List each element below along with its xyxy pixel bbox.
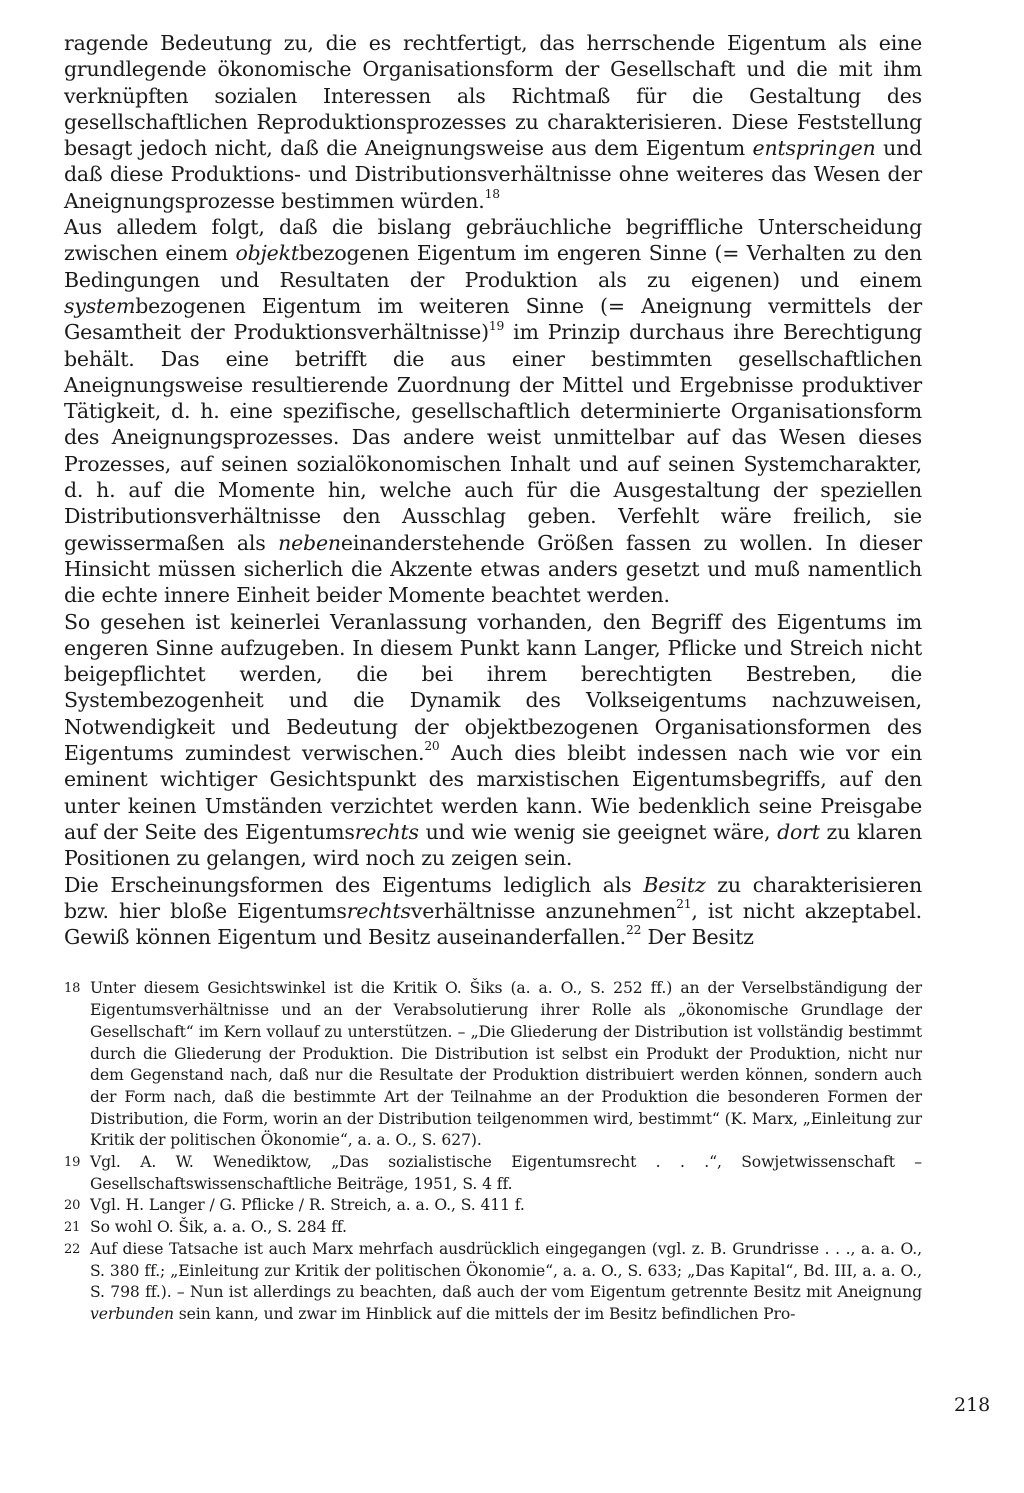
- footnote-number: 20: [64, 1198, 81, 1214]
- paragraph: Die Erscheinungsformen des Eigentums lediglich als Besitz zu charakterisieren bzw. hier bloße Eigentumsrechtsverhältnisse anzunehmen$^{21}$, ist nicht akzeptabel. Gewiß können Eigentum und Besitz auseinanderfallen.$^{22}$ Der Besitz: [64, 872, 922, 950]
- paragraph: So gesehen ist keinerlei Veranlassung vorhanden, den Begriff des Eigentums im engeren Sinne aufzugeben. In diesem Punkt kann Langer, Pflicke und Streich nicht beigepflichtet werden, die bei ihrem berechtigten Bestreben, die Systembezogenheit und die Dynamik des Volkseigentums nachzuweisen, Notwendigkeit und Bedeutung der objektbezogenen Organisationsformen des Eigentums zumindest verwischen.$^{20}$ Auch dies bleibt indessen nach wie vor ein eminent wichtiger Gesichtspunkt des marxistischen Eigentumsbegriffs, auf den unter keinen Umständen verzichtet werden kann. Wie bedenklich seine Preisgabe auf der Seite des Eigentumsrechts und wie wenig sie geeignet wäre, dort zu klaren Positionen zu gelangen, wird noch zu zeigen sein.: [64, 609, 922, 871]
- emphasis-text: rechts: [354, 819, 419, 844]
- emphasis-text: Besitz: [643, 872, 706, 897]
- footnote-reference: 21: [676, 897, 692, 912]
- footnote-text: Vgl. H. Langer / G. Pflicke / R. Streich, a. a. O., S. 411 f.: [90, 1196, 525, 1215]
- footnote: [64, 1217, 922, 1239]
- footnote-number: 19: [64, 1155, 81, 1171]
- emphasis-text: entspringen: [752, 136, 876, 161]
- footnote-number: 21: [64, 1220, 81, 1236]
- footnote-text: So wohl O. Šik, a. a. O., S. 284 ff.: [90, 1218, 347, 1237]
- page-number: 218: [954, 1394, 991, 1416]
- page: [64, 30, 922, 1326]
- emphasis-text: objekt: [235, 241, 299, 266]
- footnote: [64, 1239, 922, 1326]
- footnote-reference: 22: [625, 923, 642, 938]
- footnotes: [64, 978, 922, 1325]
- footnote-number: 22: [64, 1241, 81, 1257]
- footnote-number: 18: [64, 981, 81, 997]
- emphasis-text: dort: [777, 819, 820, 844]
- body-text: [64, 30, 922, 950]
- emphasis-text: system: [64, 293, 136, 318]
- footnote-text: Auf diese Tatsache ist auch Marx mehrfach ausdrücklich eingegangen (vgl. z. B. Grundrisse . . ., a. a. O., S. 380 ff.; „Einleitung zur Kritik der politischen Ökonomie“, a. a. O., S. 633; „Das Kapital“, Bd. III, a. a. O., S. 798 ff.). – Nun ist allerdings zu beachten, daß auch der vom Eigentum getrennte Besitz mit Aneignung verbunden sein kann, und zwar im Hinblick auf die mittels der im Besitz befindlichen Pro-: [90, 1239, 922, 1323]
- emphasis-text: rechts: [346, 898, 411, 923]
- footnote-reference: 19: [488, 318, 505, 333]
- footnote: [64, 1152, 922, 1195]
- paragraph: Aus alledem folgt, daß die bislang gebräuchliche begriffliche Unterscheidung zwischen einem objektbezogenen Eigentum im engeren Sinne (= Verhalten zu den Bedingungen und Resultaten der Produktion als zu eigenen) und einem systembezogenen Eigentum im weiteren Sinne (= Aneignung vermittels der Gesamtheit der Produktionsverhältnisse)$^{19}$ im Prinzip durchaus ihre Berechtigung behält. Das eine betrifft die aus einer bestimmten gesellschaftlichen Aneignungsweise resultierende Zuordnung der Mittel und Ergebnisse produktiver Tätigkeit, d. h. eine spezifische, gesellschaftlich determinierte Organisationsform des Aneignungsprozesses. Das andere weist unmittelbar auf das Wesen dieses Prozesses, auf seinen sozialökonomischen Inhalt und auf seinen Systemcharakter, d. h. auf die Momente hin, welche auch für die Ausgestaltung der speziellen Distributionsverhältnisse den Ausschlag geben. Verfehlt wäre freilich, sie gewissermaßen als nebeneinanderstehende Größen fassen zu wollen. In dieser Hinsicht müssen sicherlich die Akzente etwas anders gesetzt und muß namentlich die echte innere Einheit beider Momente beachtet werden.: [64, 215, 922, 608]
- emphasis-text: neben: [278, 530, 341, 555]
- footnote: [64, 978, 922, 1152]
- footnote-reference: 18: [484, 187, 500, 202]
- footnote-text: Vgl. A. W. Wenediktow, „Das sozialistische Eigentumsrecht . . .“, Sowjetwissenschaft – Gesellschaftswissenschaftliche Beiträge, 1951, S. 4 ff.: [90, 1153, 922, 1193]
- footnote-reference: 20: [424, 739, 440, 754]
- footnote: [64, 1195, 922, 1217]
- footnote-text: Unter diesem Gesichtswinkel ist die Kritik O. Šiks (a. a. O., S. 252 ff.) an der Verselbständigung der Eigentumsverhältnisse und an der Verabsolutierung ihrer Rolle als „ökonomische Grundlage der Gesellschaft“ im Kern vollauf zu unterstützen. – „Die Gliederung der Distribution ist vollständig bestimmt durch die Gliederung der Produktion. Die Distribution ist selbst ein Produkt der Produktion, nicht nur dem Gegenstand nach, daß nur die Resultate der Produktion distribuiert werden können, sondern auch der Form nach, daß die bestimmte Art der Teilnahme an der Produktion die besonderen Formen der Distribution, die Form, worin an der Distribution teilgenommen wird, bestimmt“ (K. Marx, „Einleitung zur Kritik der politischen Ökonomie“, a. a. O., S. 627).: [90, 979, 922, 1150]
- paragraph: ragende Bedeutung zu, die es rechtfertigt, das herrschende Eigentum als eine grundlegende ökonomische Organisationsform der Gesellschaft und die mit ihm verknüpften sozialen Interessen als Richtmaß für die Gestaltung des gesellschaftlichen Reproduktionsprozesses zu charakterisieren. Diese Feststellung besagt jedoch nicht, daß die Aneignungsweise aus dem Eigentum entspringen und daß diese Produktions- und Distributionsverhältnisse ohne weiteres das Wesen der Aneignungsprozesse bestimmen würden.$^{18}$: [64, 31, 923, 213]
- emphasis-text: verbunden: [90, 1304, 174, 1323]
